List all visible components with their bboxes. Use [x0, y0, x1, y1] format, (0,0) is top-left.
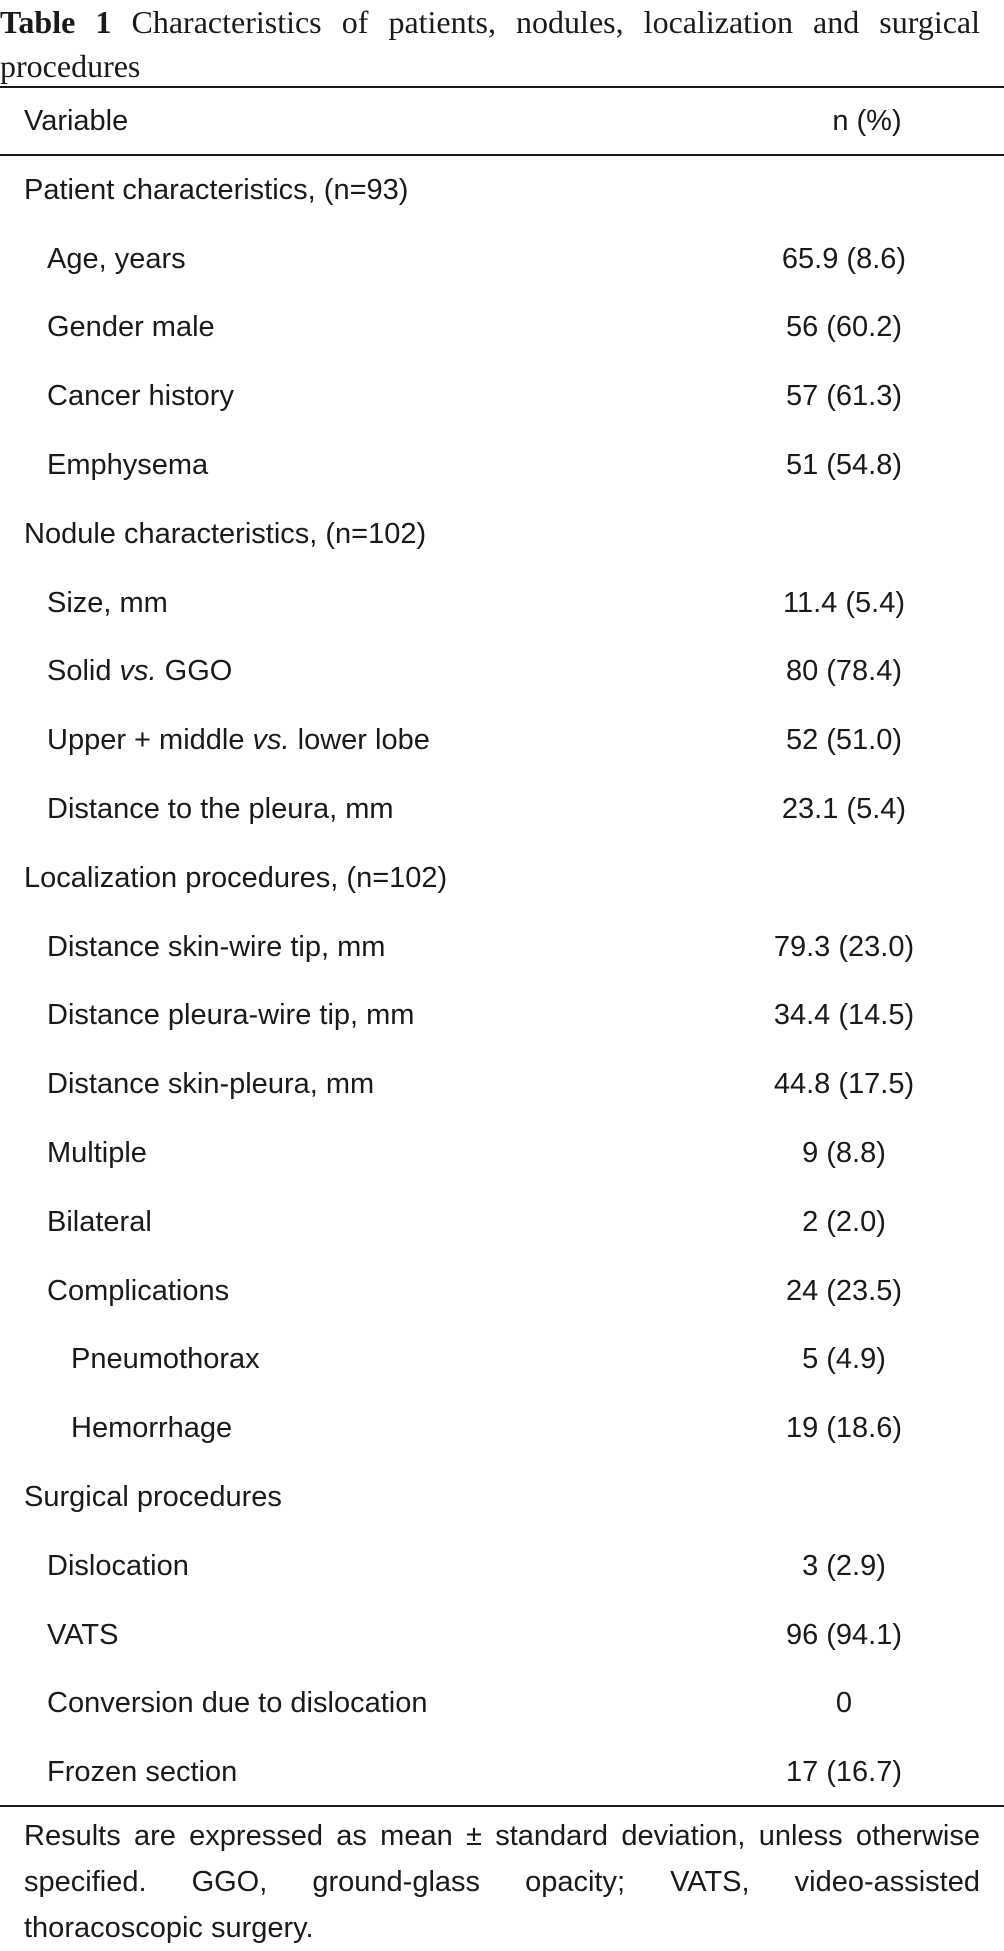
row-value: 0: [835, 1687, 853, 1720]
table-row: [0, 1257, 1004, 1326]
row-value: [719, 156, 969, 225]
row-label: Dislocation: [47, 1549, 189, 1582]
row-label: Size, mm: [47, 586, 168, 619]
row-label: Complications: [47, 1274, 230, 1307]
row-value: 57 (61.3): [785, 380, 903, 413]
section-row: [0, 156, 1004, 225]
row-value: [719, 500, 969, 569]
row-value: 80 (78.4): [785, 655, 903, 688]
section-heading: Patient characteristics, (n=93): [24, 173, 409, 206]
section-heading: Localization procedures, (n=102): [24, 861, 448, 894]
row-value: 51 (54.8): [785, 449, 903, 482]
table-row: [0, 913, 1004, 982]
row-label: VATS: [47, 1618, 119, 1651]
row-label: Conversion due to dislocation: [47, 1687, 428, 1720]
table-row: [0, 706, 1004, 775]
table-header-row: [0, 88, 1004, 154]
section-heading: Nodule characteristics, (n=102): [24, 517, 427, 550]
versus-abbrev: vs.: [252, 724, 290, 757]
table-row: [0, 1670, 1004, 1739]
table-row: [0, 1050, 1004, 1119]
row-value: 5 (4.9): [802, 1343, 886, 1376]
row-value: [719, 1463, 969, 1532]
row-label: Gender male: [47, 311, 215, 344]
table-row: [0, 638, 1004, 707]
table-row: [0, 294, 1004, 363]
row-value: 44.8 (17.5): [773, 1068, 915, 1101]
row-label: Emphysema: [47, 449, 209, 482]
row-value: 34.4 (14.5): [773, 999, 915, 1032]
row-label: Distance skin-wire tip, mm: [47, 930, 386, 963]
section-row: [0, 844, 1004, 913]
table-row: [0, 362, 1004, 431]
row-label: Hemorrhage: [71, 1412, 233, 1445]
section-row: [0, 1463, 1004, 1532]
row-value: 17 (16.7): [785, 1756, 903, 1789]
table-row: [0, 775, 1004, 844]
row-value: 19 (18.6): [785, 1412, 903, 1445]
row-value: 3 (2.9): [802, 1549, 886, 1582]
table-row: [0, 569, 1004, 638]
row-value: 24 (23.5): [785, 1274, 903, 1307]
row-label: Pneumothorax: [71, 1343, 260, 1376]
versus-abbrev: vs.: [119, 655, 157, 688]
sub-row: [0, 1394, 1004, 1463]
header-variable: Variable: [24, 104, 129, 137]
row-label: Cancer history: [47, 380, 234, 413]
table-row: [0, 982, 1004, 1051]
row-value: 79.3 (23.0): [773, 930, 915, 963]
row-label: Age, years: [47, 242, 186, 275]
row-value: [719, 844, 969, 913]
table-title: Characteristics of patients, nodules, localization and surgical procedures: [0, 4, 981, 84]
table-number: Table 1: [0, 4, 112, 40]
row-value: 23.1 (5.4): [781, 793, 907, 826]
table-row: [0, 225, 1004, 294]
row-value: 96 (94.1): [785, 1618, 903, 1651]
row-label: Frozen section: [47, 1756, 238, 1789]
table-row: [0, 1601, 1004, 1670]
row-label: Solid vs. GGO: [47, 655, 233, 688]
row-value: 52 (51.0): [785, 724, 903, 757]
row-value: 11.4 (5.4): [783, 586, 905, 619]
row-value: 9 (8.8): [802, 1137, 886, 1170]
row-label: Upper + middle vs. lower lobe: [47, 724, 430, 757]
table-row: [0, 1532, 1004, 1601]
header-n-percent: n (%): [832, 104, 902, 137]
sub-row: [0, 1326, 1004, 1395]
row-label: Bilateral: [47, 1205, 152, 1238]
table-row: [0, 1119, 1004, 1188]
row-label: Distance skin-pleura, mm: [47, 1068, 375, 1101]
bottom-rule: [0, 1805, 1004, 1807]
table-caption: [0, 0, 980, 88]
row-label: Distance pleura-wire tip, mm: [47, 999, 415, 1032]
row-label: Distance to the pleura, mm: [47, 793, 394, 826]
row-value: 56 (60.2): [785, 311, 903, 344]
row-label: Multiple: [47, 1137, 147, 1170]
section-heading: Surgical procedures: [24, 1481, 282, 1514]
table-row: [0, 431, 1004, 500]
row-value: 65.9 (8.6): [781, 242, 907, 275]
table-row: [0, 1738, 1004, 1807]
table-row: [0, 1188, 1004, 1257]
row-value: 2 (2.0): [802, 1205, 886, 1238]
section-row: [0, 500, 1004, 569]
table-footnote: Results are expressed as mean ± standard deviation, unless otherwise specified. GGO, ground-glass opacity; VATS, video-assisted thoracoscopic surgery.: [24, 1820, 980, 1944]
